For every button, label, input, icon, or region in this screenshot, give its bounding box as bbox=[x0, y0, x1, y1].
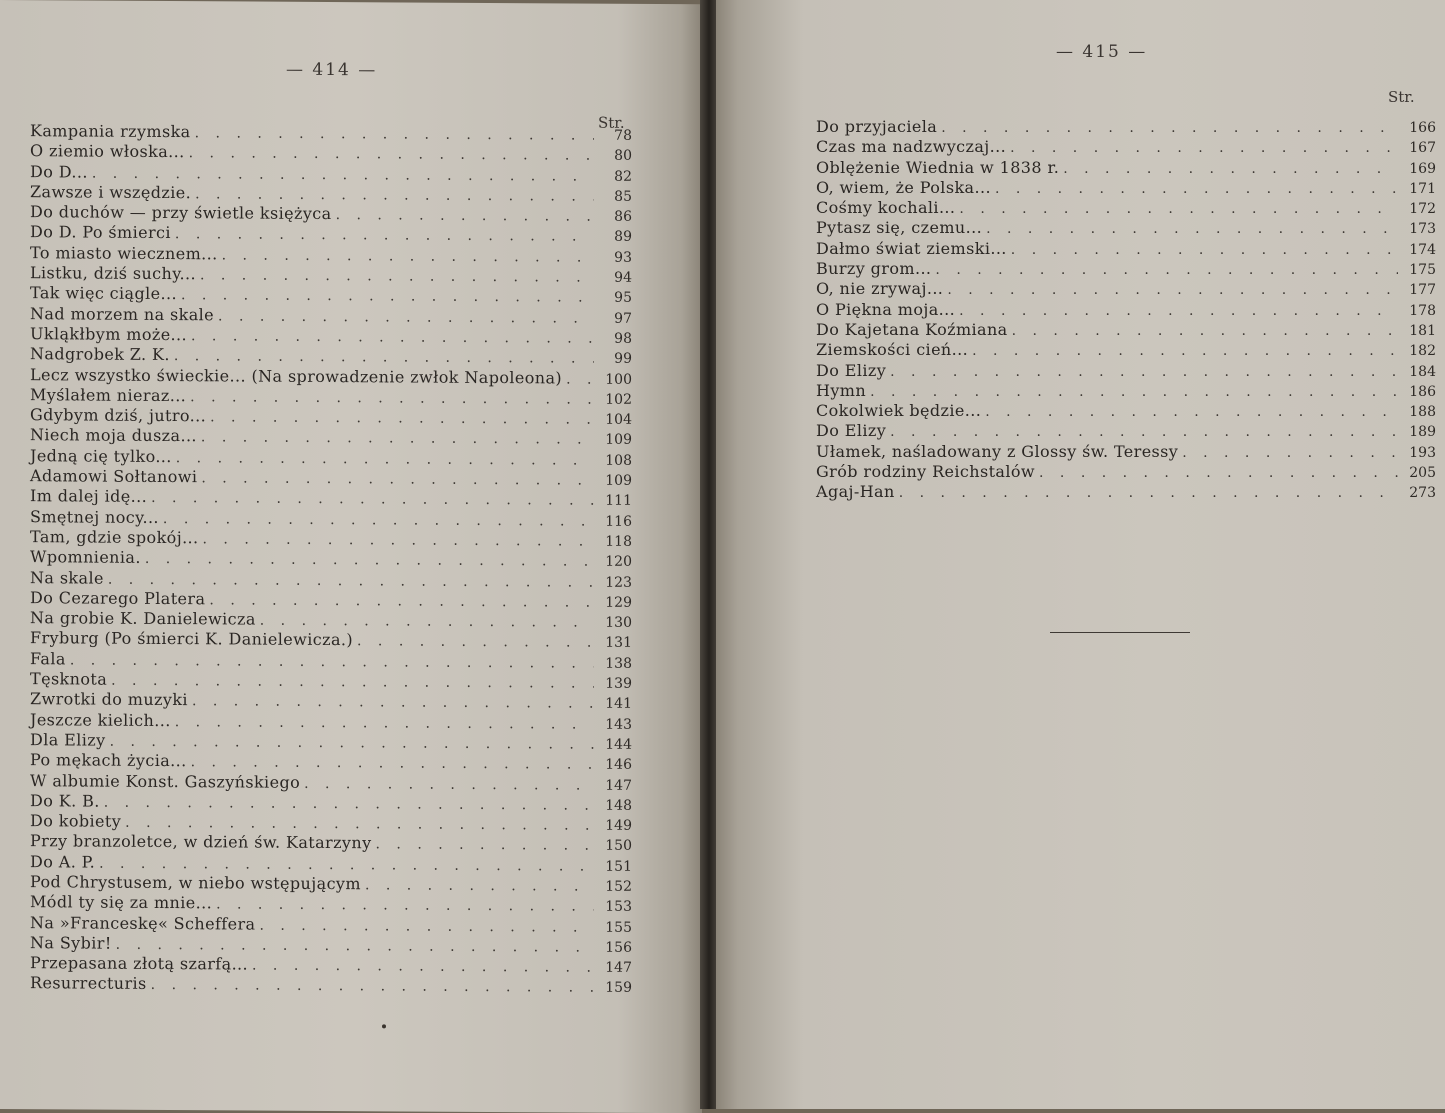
toc-entry-title: Czas ma nadzwyczaj... bbox=[816, 137, 1007, 157]
dot-leader bbox=[959, 301, 1398, 321]
toc-entry-title: Fala bbox=[30, 648, 66, 669]
table-of-contents bbox=[30, 121, 632, 997]
toc-entry-page: 97 bbox=[614, 310, 632, 327]
toc-entry-title: Im dalej idę... bbox=[30, 486, 148, 507]
toc-entry-title: Adamowi Sołtanowi bbox=[30, 466, 198, 487]
page-column-label: Str. bbox=[598, 113, 625, 132]
toc-entry-title: Dałmo świat ziemski... bbox=[816, 238, 1007, 258]
dot-leader bbox=[203, 529, 594, 551]
toc-entry bbox=[816, 340, 1436, 360]
toc-entry-page: 93 bbox=[614, 249, 632, 266]
dot-leader bbox=[870, 382, 1398, 402]
dot-leader bbox=[995, 179, 1398, 199]
toc-entry bbox=[816, 421, 1436, 441]
toc-entry-page: 99 bbox=[614, 351, 632, 368]
dot-leader bbox=[376, 835, 594, 856]
toc-entry-page: 104 bbox=[605, 411, 632, 429]
toc-entry-page: 273 bbox=[1409, 485, 1436, 502]
dot-leader bbox=[222, 245, 594, 267]
dot-leader bbox=[190, 387, 594, 409]
toc-entry-title: Smętnej nocy... bbox=[30, 506, 159, 527]
dot-leader bbox=[959, 199, 1398, 219]
toc-entry-title: Tam, gdzie spokój... bbox=[30, 527, 199, 548]
toc-entry-page: 172 bbox=[1409, 201, 1436, 218]
toc-entry-title: Niech moja dusza... bbox=[30, 425, 197, 446]
toc-entry bbox=[30, 974, 632, 998]
toc-entry bbox=[30, 913, 632, 937]
toc-entry-page: 111 bbox=[605, 493, 632, 510]
toc-entry-title: Dla Elizy bbox=[30, 730, 106, 750]
toc-entry bbox=[30, 141, 632, 165]
toc-entry-page: 141 bbox=[605, 696, 632, 713]
toc-entry-page: 98 bbox=[614, 330, 632, 347]
dot-leader bbox=[890, 362, 1398, 382]
toc-entry-title: Resurrecturis bbox=[30, 973, 147, 994]
page-column-label: Str. bbox=[1388, 88, 1415, 106]
toc-entry-page: 108 bbox=[605, 452, 632, 469]
toc-entry-title: Na »Franceskę« Scheffera bbox=[30, 912, 256, 934]
dot-leader bbox=[104, 792, 594, 815]
toc-entry-title: Do K. B. bbox=[30, 790, 100, 811]
dot-leader bbox=[252, 956, 594, 978]
toc-entry-title: Do Elizy bbox=[816, 360, 887, 380]
dot-leader bbox=[1039, 463, 1398, 483]
dot-leader bbox=[1010, 138, 1398, 158]
toc-entry bbox=[30, 710, 632, 734]
dot-leader bbox=[1011, 240, 1398, 260]
toc-entry-page: 123 bbox=[605, 574, 632, 591]
dot-leader bbox=[70, 650, 594, 673]
toc-entry-title: Tak więc ciągle... bbox=[30, 283, 177, 304]
toc-entry-page: 102 bbox=[605, 391, 632, 408]
toc-entry-page: 189 bbox=[1409, 424, 1436, 441]
dot-leader bbox=[189, 143, 594, 165]
toc-entry-title: Do Cezarego Platera bbox=[30, 588, 206, 609]
toc-entry bbox=[30, 547, 632, 571]
dot-leader bbox=[201, 428, 594, 450]
toc-entry-title: Hymn bbox=[816, 380, 867, 400]
toc-entry-page: 155 bbox=[605, 919, 632, 936]
toc-entry bbox=[816, 361, 1436, 381]
toc-entry-page: 153 bbox=[605, 898, 632, 916]
toc-entry-page: 116 bbox=[605, 513, 632, 530]
right-page bbox=[716, 0, 1445, 1109]
toc-entry bbox=[816, 117, 1436, 137]
dot-leader bbox=[218, 306, 594, 328]
toc-entry-title: Do duchów — przy świetle księżyca bbox=[30, 202, 332, 224]
paper-speck bbox=[382, 1024, 386, 1028]
toc-entry bbox=[816, 137, 1436, 157]
toc-entry-title: Grób rodziny Reichstalów bbox=[816, 462, 1036, 482]
toc-entry-page: 177 bbox=[1409, 282, 1436, 299]
toc-entry-title: Wpomnienia. bbox=[30, 547, 141, 568]
toc-entry-title: O, nie zrywaj... bbox=[816, 279, 944, 299]
dot-leader bbox=[899, 483, 1398, 503]
toc-entry-page: 150 bbox=[605, 838, 632, 855]
dot-leader bbox=[1063, 159, 1398, 179]
toc-entry-page: 144 bbox=[605, 736, 632, 753]
toc-entry-title: To miasto wiecznem... bbox=[30, 242, 218, 264]
toc-entry-title: Ułamek, naśladowany z Glossy św. Teressy bbox=[816, 441, 1179, 461]
dot-leader bbox=[200, 265, 594, 287]
dot-leader bbox=[947, 280, 1398, 300]
page-number: — 415 — bbox=[1056, 42, 1148, 62]
toc-entry-page: 171 bbox=[1409, 180, 1436, 197]
toc-entry-page: 139 bbox=[605, 675, 632, 692]
dot-leader bbox=[216, 895, 594, 917]
toc-entry-page: 86 bbox=[614, 208, 632, 226]
toc-entry-title: Gdybym dziś, jutro... bbox=[30, 405, 207, 426]
dot-leader bbox=[365, 875, 594, 896]
toc-entry-page: 178 bbox=[1409, 302, 1436, 319]
toc-entry bbox=[816, 320, 1436, 340]
toc-entry-title: Kampania rzymska bbox=[30, 121, 191, 142]
dot-leader bbox=[890, 422, 1398, 442]
dot-leader bbox=[259, 915, 594, 937]
toc-entry-page: 205 bbox=[1409, 465, 1436, 482]
toc-entry bbox=[816, 218, 1436, 238]
dot-leader bbox=[151, 975, 594, 998]
toc-entry-title: Pod Chrystusem, w niebo wstępującym bbox=[30, 872, 361, 894]
toc-entry-title: W albumie Konst. Gaszyńskiego bbox=[30, 770, 301, 792]
dot-leader bbox=[985, 402, 1398, 422]
toc-entry-page: 169 bbox=[1409, 160, 1436, 177]
toc-entry-page: 78 bbox=[614, 127, 632, 144]
dot-leader bbox=[163, 509, 594, 532]
toc-entry-title: Do A. P. bbox=[30, 851, 96, 872]
toc-entry-title: Tęsknota bbox=[30, 669, 108, 689]
toc-entry bbox=[816, 442, 1436, 462]
page-number: — 414 — bbox=[286, 59, 378, 81]
toc-entry-page: 147 bbox=[605, 777, 632, 794]
toc-entry bbox=[816, 259, 1436, 279]
end-rule bbox=[1050, 632, 1190, 633]
toc-entry bbox=[816, 401, 1436, 421]
toc-entry-title: Zwrotki do muzyki bbox=[30, 689, 188, 710]
toc-entry-page: 159 bbox=[605, 980, 632, 997]
dot-leader bbox=[201, 468, 594, 490]
toc-entry-page: 130 bbox=[605, 614, 632, 631]
toc-entry-title: Nadgrobek Z. K. bbox=[30, 344, 170, 365]
toc-entry-page: 182 bbox=[1409, 343, 1436, 360]
dot-leader bbox=[304, 773, 594, 795]
dot-leader bbox=[145, 549, 594, 572]
dot-leader bbox=[191, 326, 594, 348]
toc-entry-page: 82 bbox=[614, 168, 632, 185]
toc-entry-title: Burzy grom... bbox=[816, 259, 932, 279]
dot-leader bbox=[175, 225, 594, 248]
toc-entry bbox=[816, 482, 1436, 502]
toc-entry-page: 147 bbox=[605, 959, 632, 977]
toc-entry-title: Do Elizy bbox=[816, 421, 887, 441]
toc-entry-page: 173 bbox=[1409, 221, 1436, 238]
toc-entry-title: Do D. Po śmierci bbox=[30, 222, 171, 243]
toc-entry-title: Do kobiety bbox=[30, 811, 122, 831]
toc-entry-page: 109 bbox=[605, 432, 632, 449]
dot-leader bbox=[192, 691, 594, 713]
toc-entry-title: Przepasana złotą szarfą... bbox=[30, 953, 249, 974]
dot-leader bbox=[972, 341, 1398, 361]
toc-entry-page: 193 bbox=[1409, 444, 1436, 461]
toc-entry-title: O ziemio włoska... bbox=[30, 141, 185, 162]
dot-leader bbox=[941, 118, 1398, 138]
dot-leader bbox=[175, 712, 594, 735]
dot-leader bbox=[357, 632, 594, 653]
toc-entry-title: Do przyjaciela bbox=[816, 117, 938, 136]
dot-leader bbox=[210, 407, 594, 429]
dot-leader bbox=[209, 590, 594, 612]
toc-entry-title: Myślałem nieraz... bbox=[30, 385, 187, 405]
toc-entry-page: 94 bbox=[614, 269, 632, 286]
toc-entry bbox=[816, 279, 1436, 299]
toc-entry-title: Do Kajetana Koźmiana bbox=[816, 319, 1008, 339]
toc-entry bbox=[816, 381, 1436, 401]
toc-entry-page: 148 bbox=[605, 797, 632, 814]
toc-entry-title: Pytasz się, czemu... bbox=[816, 218, 983, 238]
toc-entry-title: Przy branzoletce, w dzień św. Katarzyny bbox=[30, 831, 372, 853]
toc-entry bbox=[816, 178, 1436, 198]
toc-entry-title: Jeszcze kielich... bbox=[30, 709, 171, 730]
toc-entry bbox=[816, 300, 1436, 320]
dot-leader bbox=[1012, 321, 1398, 341]
toc-entry-title: Fryburg (Po śmierci K. Danielewicza.) bbox=[30, 628, 354, 650]
toc-entry-page: 95 bbox=[614, 290, 632, 307]
toc-entry-title: Cokolwiek będzie... bbox=[816, 401, 982, 421]
toc-entry-page: 186 bbox=[1409, 383, 1436, 400]
toc-entry-title: Na grobie K. Danielewicza bbox=[30, 608, 256, 629]
toc-entry bbox=[30, 649, 632, 673]
toc-entry-page: 181 bbox=[1409, 322, 1436, 339]
toc-entry-page: 188 bbox=[1409, 404, 1436, 421]
toc-entry-title: Listku, dziś suchy... bbox=[30, 263, 196, 284]
toc-entry-title: Oblężenie Wiednia w 1838 r. bbox=[816, 157, 1060, 177]
toc-entry-page: 89 bbox=[614, 229, 632, 246]
left-page bbox=[0, 0, 702, 1113]
toc-entry-page: 100 bbox=[605, 371, 632, 388]
toc-entry-page: 131 bbox=[605, 635, 632, 652]
toc-entry-page: 80 bbox=[614, 148, 632, 165]
toc-entry-page: 167 bbox=[1409, 140, 1436, 157]
dot-leader bbox=[181, 285, 594, 308]
toc-entry-page: 149 bbox=[605, 817, 632, 834]
dot-leader bbox=[935, 260, 1398, 280]
toc-entry-page: 85 bbox=[614, 188, 632, 205]
dot-leader bbox=[176, 448, 594, 471]
toc-entry-page: 143 bbox=[605, 716, 632, 733]
toc-entry-page: 109 bbox=[605, 472, 632, 489]
toc-entry-title: Po mękach życia... bbox=[30, 750, 187, 771]
toc-entry-title: Do D... bbox=[30, 161, 88, 182]
toc-entry bbox=[30, 832, 632, 856]
table-of-contents bbox=[816, 117, 1436, 503]
toc-entry-page: 118 bbox=[605, 533, 632, 550]
dot-leader bbox=[986, 219, 1398, 239]
toc-entry-page: 120 bbox=[605, 553, 632, 571]
toc-entry-title: Ziemskości cień... bbox=[816, 340, 969, 360]
toc-entry-page: 129 bbox=[605, 594, 632, 611]
toc-entry-title: O Piękna moja... bbox=[816, 299, 956, 319]
toc-entry-page: 152 bbox=[605, 878, 632, 895]
dot-leader bbox=[195, 123, 594, 145]
toc-entry-title: O, wiem, że Polska... bbox=[816, 177, 991, 197]
toc-entry-title: Jedną cię tylko... bbox=[30, 445, 172, 466]
toc-entry bbox=[816, 462, 1436, 482]
toc-entry-page: 151 bbox=[605, 858, 632, 875]
toc-entry-title: Zawsze i wszędzie. bbox=[30, 182, 192, 203]
toc-entry-page: 146 bbox=[605, 756, 632, 774]
toc-entry-title: Ukląkłbym może... bbox=[30, 324, 188, 345]
dot-leader bbox=[151, 488, 594, 511]
toc-entry-page: 138 bbox=[605, 655, 632, 672]
toc-entry-title: Na skale bbox=[30, 567, 104, 588]
toc-entry-page: 156 bbox=[605, 939, 632, 956]
dot-leader bbox=[566, 369, 594, 389]
toc-entry-title: Agaj-Han bbox=[816, 482, 895, 502]
toc-entry-page: 166 bbox=[1409, 120, 1436, 136]
toc-entry-page: 184 bbox=[1409, 363, 1436, 380]
toc-entry-title: Cośmy kochali... bbox=[816, 198, 956, 218]
toc-entry bbox=[816, 158, 1436, 178]
dot-leader bbox=[336, 205, 594, 227]
toc-entry-title: Módl ty się za mnie... bbox=[30, 892, 213, 913]
toc-entry bbox=[816, 198, 1436, 218]
toc-entry-page: 174 bbox=[1409, 241, 1436, 258]
dot-leader bbox=[1182, 443, 1398, 463]
toc-entry-title: Nad morzem na skale bbox=[30, 303, 215, 324]
toc-entry-page: 175 bbox=[1409, 262, 1436, 279]
toc-entry bbox=[30, 629, 632, 653]
toc-entry bbox=[30, 771, 632, 795]
toc-entry bbox=[816, 239, 1436, 259]
toc-entry-title: Na Sybir! bbox=[30, 933, 112, 953]
toc-entry-title: Lecz wszystko świeckie... (Na sprowadzenie zwłok Napoleona) bbox=[30, 364, 563, 387]
